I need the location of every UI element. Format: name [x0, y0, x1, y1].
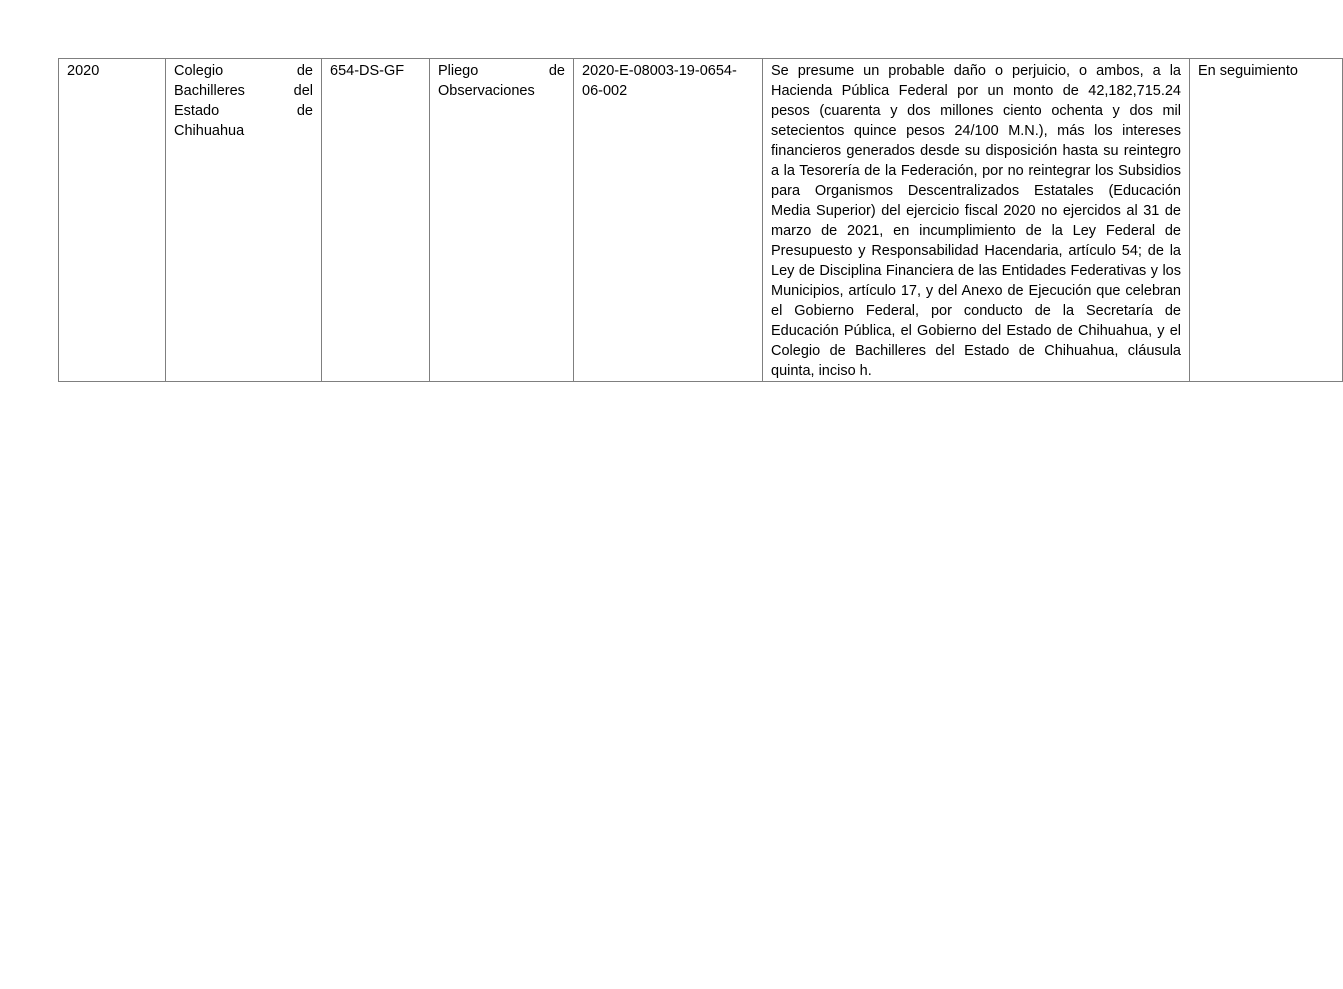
cell-description: Se presume un probable daño o perjuicio, o ambos, a la Hacienda Pública Federal por un monto de 42,182,715.24 pesos (cuarenta y dos millones ciento ochenta y dos mil setecientos quince pesos 24/100 M.N.), más los intereses financieros generados desde su disposición hasta su reintegro a la Tesorería de la Federación, por no reintegrar los Subsidios para Organismos Descentralizados Estatales (Educación Media Superior) del ejercicio fiscal 2020 no ejercidos al 31 de marzo de 2021, en incumplimiento de la Ley Federal de Presupuesto y Responsabilidad Hacendaria, artículo 54; de la Ley de Disciplina Financiera de las Entidades Federativas y los Municipios, artículo 17, y del Anexo de Ejecución que celebran el Gobierno Federal, por conducto de la Secretaría de Educación Pública, el Gobierno del Estado de Chihuahua, y el Colegio de Bachilleres del Estado de Chihuahua, cláusula quinta, inciso h. — [763, 59, 1190, 382]
audit-table — [58, 58, 1343, 382]
cell-year: 2020 — [59, 59, 166, 382]
cell-action-type: Pliego de Observaciones — [430, 59, 574, 382]
cell-status: En seguimiento — [1190, 59, 1343, 382]
cell-action-key: 2020-E-08003-19-0654-06-002 — [574, 59, 763, 382]
table-row — [59, 59, 1343, 382]
cell-entity: Colegio de Bachilleres del Estado de Chihuahua — [166, 59, 322, 382]
cell-audit-code: 654-DS-GF — [322, 59, 430, 382]
